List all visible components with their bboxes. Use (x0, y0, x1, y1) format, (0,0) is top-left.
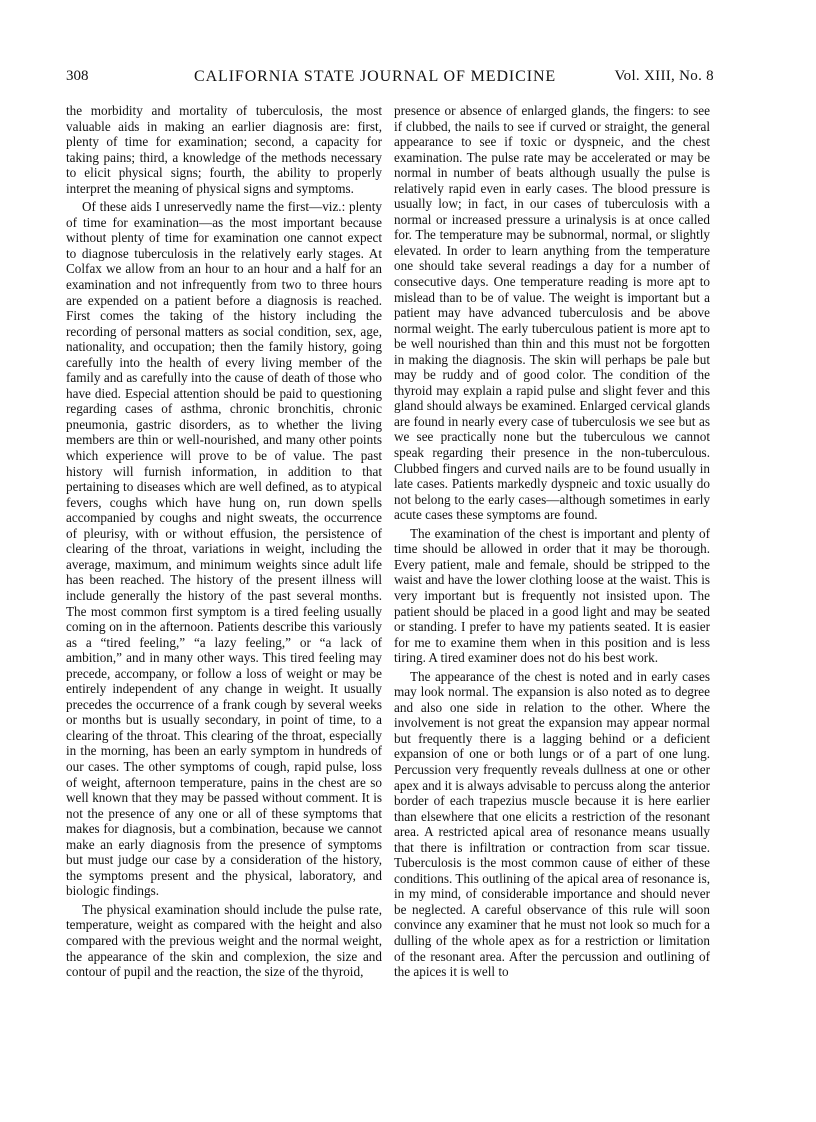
paragraph: Of these aids I unreservedly name the first—viz.: plenty of time for examination—as the most important because without plenty of time for examination one cannot expect to diagnose tuberculosis in the relatively early stages. At Colfax we allow from an hour to an hour and a half for an examination and not infrequently from two to three hours are expended on a patient before a diagnosis is reached. First comes the taking of the history including the recording of personal matters as social condition, sex, age, nationality, and occupation; then the family history, going carefully into the health of every living member of the family and as carefully into the cause of death of those who have died. Especial attention should be paid to questioning regarding cases of asthma, chronic bronchitis, chronic pneumonia, gastric disorders, as to whether the living members are thin or well-nourished, and many other points which experience will prove to be of value. The past history will furnish information, in addition to that pertaining to diseases which are well defined, as to atypical fevers, coughs which have hung on, run down spells accompanied by coughs and night sweats, the occurrence of pleurisy, with or without effusion, the persistence of clearing of the throat, variations in weight, including the average, maximum, and minimum weights since adult life has been reached. The history of the present illness will include generally the history of the past several months. The most common first symptom is a tired feeling usually coming on in the afternoon. Patients describe this variously as a “tired feeling,” “a lazy feeling,” or “a lack of ambition,” and in many other ways. This tired feeling may precede, accompany, or follow a loss of weight or may be entirely independent of any change in weight. It usually precedes the occurrence of a frank cough by several weeks or months but is usually secondary, in point of time, to a clearing of the throat. This clearing of the throat, especially in the morning, has been an early symptom in hundreds of our cases. The other symptoms of cough, rapid pulse, loss of weight, afternoon temperature, pains in the chest are so well known that they may be passed without comment. It is not the presence of any one or all of these symptoms that makes for diagnosis, but a combination, because we cannot make an early diagnosis from the presence of symptoms but must judge our case by a consideration of the history, the symptoms present and the physical, laboratory, and biologic findings. (66, 199, 382, 899)
running-header (66, 68, 714, 92)
left-column (66, 103, 382, 980)
volume-issue: Vol. XIII, No. 8 (614, 68, 714, 84)
paragraph: The appearance of the chest is noted and in early cases may look normal. The expansion is also noted as to degree and also one side in relation to the other. Where the involvement is not great the expansion may appear normal but frequently there is a lagging behind or a deficient expansion of one or both lungs or of a part of one lung. Percussion very frequently reveals dullness at one or other apex and it is always advisable to percuss along the anterior border of each trapezius muscle because it is here earlier than elsewhere that one elicits a restriction of the resonant area. A restricted apical area of resonance means usually that there is infiltration or contraction from scar tissue. Tuberculosis is the most common cause of either of these conditions. This outlining of the apical area of resonance is, in my mind, of considerable importance and should never be neglected. A careful observance of this rule will soon convince any examiner that he must not look so much for a dulling of the whole apex as for a restriction or limitation of the resonant area. After the percussion and outlining of the apices it is well to (394, 668, 710, 980)
paragraph: presence or absence of enlarged glands, the fingers: to see if clubbed, the nails to see if curved or straight, the general appearance to see if toxic or dyspneic, and the chest examination. The pulse rate may be accelerated or may be normal in number of beats although usually the pulse is relatively rapid even in early cases. The blood pressure is usually low; in fact, in our cases of tuberculosis with a normal or increased pressure a urinalysis is at once called for. The temperature may be subnormal, normal, or slightly elevated. In order to learn anything from the temperature one should take several readings a day for a number of consecutive days. One temperature reading is more apt to mislead than to be of value. The weight is important but a patient may have advanced tuberculosis and be above normal weight. The early tuberculous patient is more apt to be well nourished than thin and this must not be forgotten in making the diagnosis. The skin will perhaps be pale but may be ruddy and of good color. The condition of the thyroid may explain a rapid pulse and slight fever and this gland should always be examined. Enlarged cervical glands are found in nearly every case of tuberculosis we see but as we see practically none but the tuberculous we cannot speak regarding their presence in the non-tuberculous. Clubbed fingers and curved nails are to be found usually in late cases. Patients markedly dyspneic and toxic usually do not belong to the early cases—although sometimes in early acute cases these symptoms are found. (394, 103, 710, 523)
paragraph: The examination of the chest is important and plenty of time should be allowed in order that it may be thorough. Every patient, male and female, should be stripped to the waist and have the lower clothing loose at the waist. This is very important but is frequently not insisted upon. The patient should be placed in a good light and may be seated or standing. I prefer to have my patients seated. It is easier for me to examine them when in this position and is less tiring. A tired examiner does not do his best work. (394, 525, 710, 666)
right-column (394, 103, 710, 980)
page-number: 308 (66, 68, 89, 84)
journal-title: CALIFORNIA STATE JOURNAL OF MEDICINE (194, 68, 557, 85)
paragraph: The physical examination should include the pulse rate, temperature, weight as compared with the height and also compared with the previous weight and the normal weight, the appearance of the skin and complexion, the size and contour of pupil and the reaction, the size of the thyroid, (66, 901, 382, 980)
paragraph: the morbidity and mortality of tuberculosis, the most valuable aids in making an earlier diagnosis are: first, plenty of time for examination; second, a capacity for taking pains; third, a knowledge of the methods necessary to elicit physical signs; fourth, the ability to properly interpret the meaning of physical signs and symptoms. (66, 103, 382, 196)
